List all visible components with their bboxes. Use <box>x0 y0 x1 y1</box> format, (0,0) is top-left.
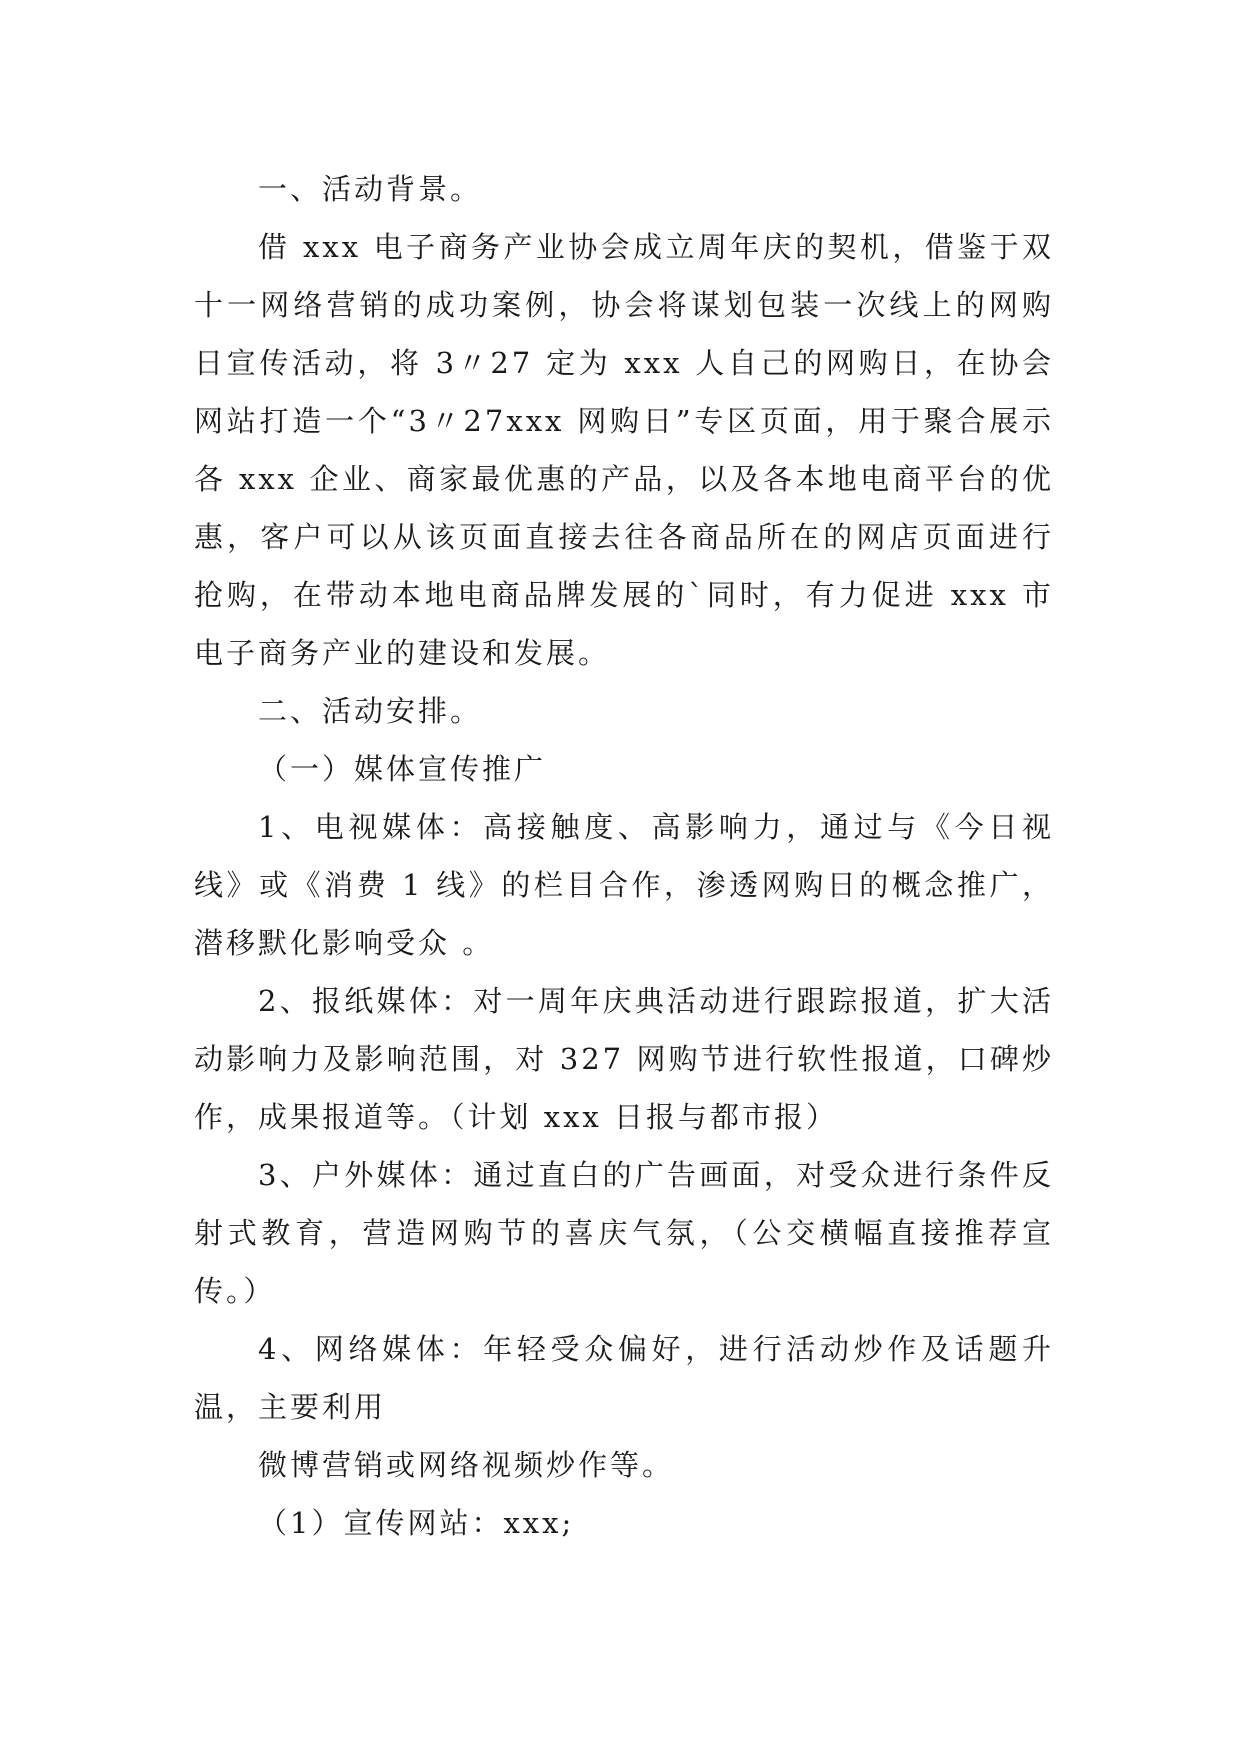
heading-activity-arrangement: 二、活动安排。 <box>258 694 483 728</box>
heading-activity-background: 一、活动背景。 <box>258 172 483 206</box>
paragraph-online-media: 4、网络媒体：年轻受众偏好，进行活动炒作及话题升温，主要利用 <box>194 1332 1054 1424</box>
paragraph-outdoor-media: 3、户外媒体：通过直白的广告画面，对受众进行条件反射式教育，营造网购节的喜庆气氛，（公交横幅直接推荐宣传。） <box>194 1158 1054 1308</box>
paragraph-background-body: 借 xxx 电子商务产业协会成立周年庆的契机，借鉴于双十一网络营销的成功案例，协会将谋划包装一次线上的网购日宣传活动，将 3〃27 定为 xxx 人自己的网购日，在协会网站打造一个“3〃27xxx 网购日”专区页面，用于聚合展示各 xxx 企业、商家最优惠的产品，以及各本地电商平台的优惠，客户可以从该页面直接去往各商品所在的网店页面进行抢购，在带动本地电商品牌发展的`同时，有力促进 xxx 市电子商务产业的建设和发展。 <box>194 230 1054 670</box>
paragraph-tv-media: 1、电视媒体：高接触度、高影响力，通过与《今日视线》或《消费 1 线》的栏目合作，渗透网购日的概念推广，潜移默化影响受众 。 <box>194 810 1054 960</box>
paragraph-online-media-continued: 微博营销或网络视频炒作等。 <box>258 1448 675 1482</box>
list-item-promo-website: （1）宣传网站：xxx; <box>258 1506 575 1540</box>
document-body <box>194 160 1054 1552</box>
paragraph-newspaper-media: 2、报纸媒体：对一周年庆典活动进行跟踪报道，扩大活动影响力及影响范围，对 327 网购节进行软性报道，口碑炒作，成果报道等。（计划 xxx 日报与都市报） <box>194 984 1054 1134</box>
subheading-media-promotion: （一）媒体宣传推广 <box>258 752 547 786</box>
